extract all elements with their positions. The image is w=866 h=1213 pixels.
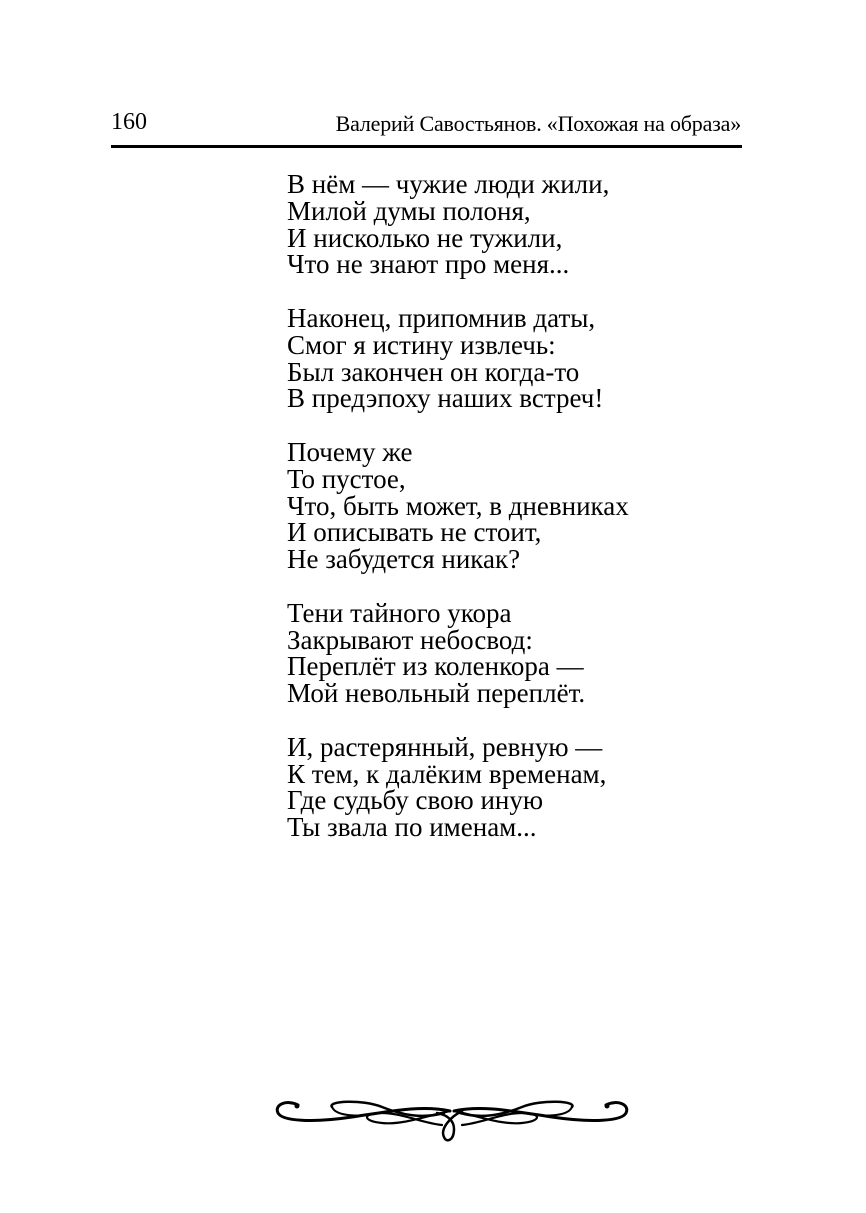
poem-line: И, растерянный, ревную —	[287, 731, 603, 762]
poem-line: В предэпоху наших встреч!	[287, 383, 604, 414]
poem-line: Тени тайного укора	[287, 597, 512, 628]
stanza-5	[287, 731, 629, 843]
poem-line: Ты звала по именам...	[287, 812, 537, 843]
poem-line: Почему же	[287, 436, 413, 467]
poem-line: И нисколько не тужили,	[287, 222, 563, 253]
poem-line: Не забудется никак?	[287, 544, 521, 575]
poem-line: Что не знают про меня...	[287, 249, 570, 280]
poem-line: К тем, к далёким временам,	[287, 758, 607, 789]
poem	[287, 171, 629, 868]
poem-line: То пустое,	[287, 463, 406, 494]
poem-line: Был закончен он когда-то	[287, 356, 580, 387]
stanza-2	[287, 302, 629, 414]
poem-line: И описывать не стоит,	[287, 517, 542, 548]
poem-line: В нём — чужие люди жили,	[287, 169, 610, 199]
running-title: Валерий Савостьянов. «Похожая на образа»	[335, 111, 741, 136]
stanza-1	[287, 171, 629, 278]
flourish-divider-icon	[272, 1095, 632, 1155]
poem-line: Милой думы полоня,	[287, 195, 531, 226]
poem-line: Мой невольный переплёт.	[287, 678, 586, 709]
poem-line: Где судьбу свою иную	[287, 785, 544, 816]
poem-line: Закрывают небосвод:	[287, 624, 533, 655]
poem-line: Переплёт из коленкора —	[287, 651, 584, 682]
poem-line: Что, быть может, в дневниках	[287, 490, 629, 521]
poem-line: Смог я истину извлечь:	[287, 329, 556, 360]
header-divider	[111, 145, 742, 148]
poem-line: Наконец, припомнив даты,	[287, 302, 596, 333]
stanza-4	[287, 597, 629, 709]
stanza-3	[287, 436, 629, 575]
page-header	[111, 106, 741, 138]
page-number: 160	[111, 109, 147, 135]
